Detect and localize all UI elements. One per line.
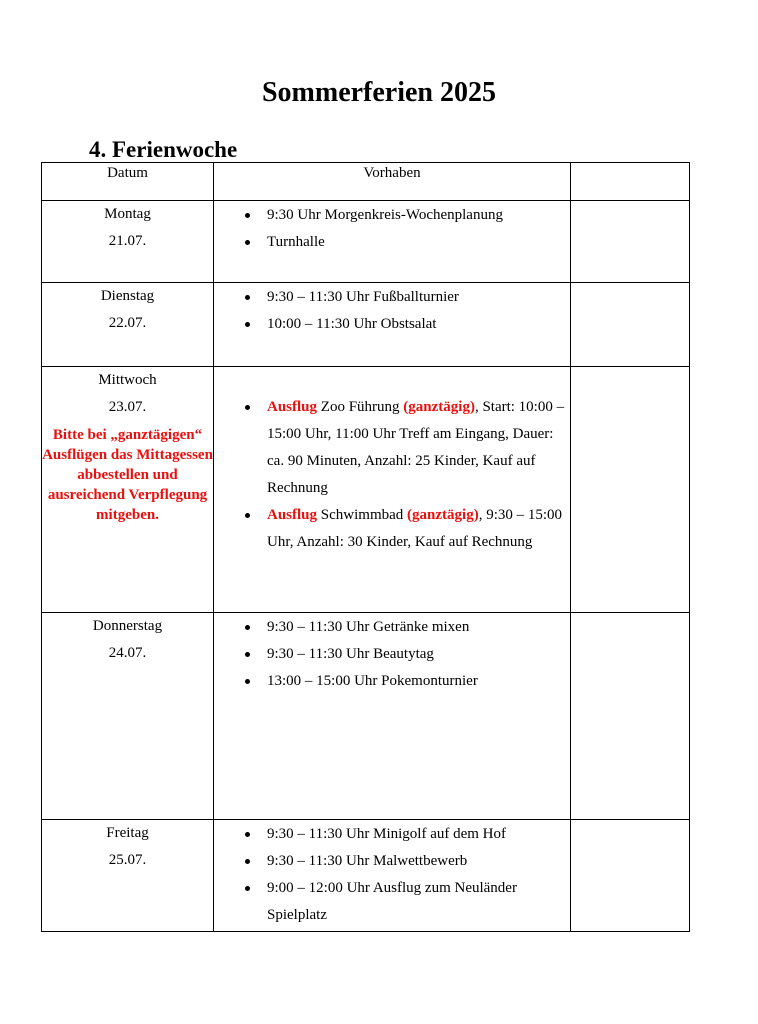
empty-cell [571, 201, 690, 283]
table-row-wednesday [42, 367, 690, 613]
day-cell [42, 613, 214, 820]
table-row-tuesday [42, 283, 690, 367]
activity-item [239, 284, 570, 311]
activity-text: 13:00 – 15:00 Uhr Pokemonturnier [267, 673, 478, 689]
activities-cell [214, 201, 571, 283]
activity-item [239, 311, 570, 338]
activity-item [239, 394, 570, 502]
day-cell [42, 820, 214, 932]
activity-text: 9:30 – 11:30 Uhr Malwettbewerb [267, 853, 468, 869]
date-label: 22.07. [108, 315, 147, 331]
activity-text: Turnhalle [267, 234, 325, 250]
activity-list [214, 614, 570, 695]
activity-list [214, 202, 570, 256]
header-row [42, 163, 690, 201]
empty-cell [571, 613, 690, 820]
activity-item [239, 502, 570, 556]
activity-text: 9:30 Uhr Morgenkreis-Wochenplanung [267, 207, 503, 223]
date-label: 23.07. [108, 399, 147, 415]
header-empty [571, 163, 690, 201]
day-cell [42, 283, 214, 367]
activity-item [239, 848, 570, 875]
activity-text: Zoo Führung [317, 399, 404, 415]
activity-text: 9:00 – 12:00 Uhr Ausflug zum Neuländer Spielplatz [267, 880, 517, 923]
activity-list [214, 821, 570, 929]
activity-item [239, 821, 570, 848]
activity-item [239, 614, 570, 641]
highlight-text: (ganztägig) [407, 507, 479, 523]
activities-cell [214, 820, 571, 932]
lunch-note: Bitte bei „ganztägigen“ Ausflügen das Mittagessen abbestellen und ausreichend Verpflegung mitgeben. [42, 427, 213, 523]
day-cell [42, 367, 214, 613]
date-label: 25.07. [108, 852, 147, 868]
date-label: 24.07. [108, 645, 147, 661]
highlight-text: Ausflug [267, 399, 318, 415]
weekday-label: Montag [104, 206, 151, 222]
weekday-label: Dienstag [100, 288, 155, 304]
table-row-monday [42, 201, 690, 283]
table-row-thursday [42, 613, 690, 820]
header-plans: Vorhaben [214, 163, 571, 201]
activity-text: 9:30 – 11:30 Uhr Minigolf auf dem Hof [267, 826, 506, 842]
empty-cell [571, 820, 690, 932]
page-title: Sommerferien 2025 [261, 77, 497, 108]
activity-text: , Start: 10:00 – 15:00 Uhr, 11:00 Uhr Treff am Eingang, Dauer: ca. 90 Minuten, Anzahl: 25 Kinder, Kauf auf Rechnung [267, 399, 565, 496]
empty-cell [571, 283, 690, 367]
week-heading: 4. Ferienwoche [89, 137, 238, 162]
day-cell [42, 201, 214, 283]
activities-cell [214, 367, 571, 613]
activity-item [239, 641, 570, 668]
weekday-label: Freitag [106, 825, 149, 841]
header-date: Datum [42, 163, 214, 201]
highlight-text: Ausflug [267, 507, 318, 523]
weekday-label: Mittwoch [98, 372, 157, 388]
activity-item [239, 229, 570, 256]
activity-text: , 9:30 – 15:00 Uhr, Anzahl: 30 Kinder, Kauf auf Rechnung [267, 507, 563, 550]
table-row-friday [42, 820, 690, 932]
activity-text: 9:30 – 11:30 Uhr Beautytag [267, 646, 434, 662]
activity-text: 10:00 – 11:30 Uhr Obstsalat [267, 316, 437, 332]
weekday-label: Donnerstag [92, 618, 163, 634]
highlight-text: (ganztägig) [403, 399, 475, 415]
activity-text: 9:30 – 11:30 Uhr Fußballturnier [267, 289, 459, 305]
schedule-table [41, 162, 690, 932]
activity-text: Schwimmbad [317, 507, 408, 523]
date-label: 21.07. [108, 233, 147, 249]
activity-text: 9:30 – 11:30 Uhr Getränke mixen [267, 619, 470, 635]
activities-cell [214, 613, 571, 820]
activities-cell [214, 283, 571, 367]
activity-item [239, 202, 570, 229]
activity-item [239, 668, 570, 695]
activity-list [214, 284, 570, 338]
activity-item [239, 875, 570, 929]
empty-cell [571, 367, 690, 613]
activity-list [214, 394, 570, 556]
